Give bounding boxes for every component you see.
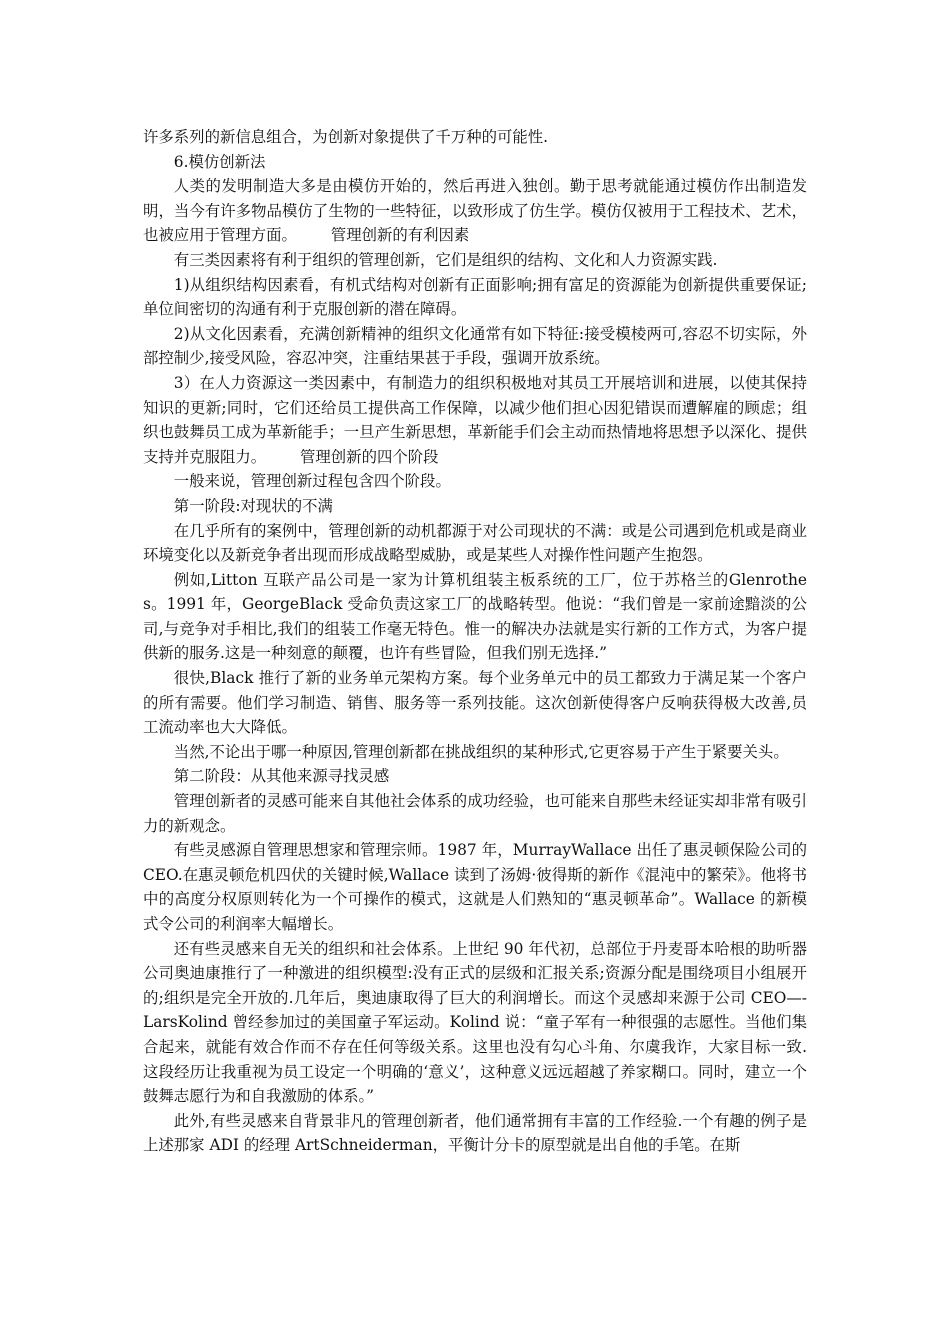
paragraph-16: 有些灵感源自管理思想家和管理宗师。1987 年，MurrayWallace 出任了惠灵顿保险公司的 CEO.在惠灵顿危机四伏的关键时候,Wallace 读到了汤姆·彼得斯的新作《混沌中的繁荣》。他将书中的高度分权原则转化为一个可操作的模式，这就是人们熟知的“惠灵顿革命”。Wallace 的新模式令公司的利润率大幅增长。 bbox=[143, 841, 807, 933]
section-heading-imitation-method: 6.模仿创新法 bbox=[173, 152, 266, 171]
paragraph-7-text: 3）在人力资源这一类因素中，有制造力的组织积极地对其员工开展培训和进展，以使其保持知识的更新;同时，它们还给员工提供高工作保障，以减少他们担心因犯错误而遭解雇的顾虑；组织也鼓舞员工成为革新能手；一旦产生新思想，革新能手们会主动而热情地将思想予以深化、提供支持并克服阻力。 bbox=[143, 373, 807, 466]
section-heading-favorable-factors: 管理创新的有利因素 bbox=[330, 226, 470, 245]
paragraph-10: 在几乎所有的案例中，管理创新的动机都源于对公司现状的不满：或是公司遇到危机或是商业环境变化以及新竞争者出现而形成战略型威胁，或是某些人对操作性问题产生抱怨。 bbox=[143, 521, 807, 565]
stage-heading-2: 第二阶段：从其他来源寻找灵感 bbox=[173, 767, 390, 786]
paragraph-8: 一般来说，管理创新过程包含四个阶段。 bbox=[173, 472, 451, 491]
paragraph-13: 当然,不论出于哪一种原因,管理创新都在挑战组织的某种形式,它更容易于产生于紧要关头。 bbox=[173, 742, 789, 761]
paragraph-3 bbox=[143, 174, 807, 248]
paragraph-12: 很快,Black 推行了新的业务单元架构方案。每个业务单元中的员工都致力于满足某一个客户的所有需要。他们学习制造、销售、服务等一系列技能。这次创新使得客户反响获得极大改善,员工流动率也大大降低。 bbox=[143, 669, 807, 737]
stage-heading-1: 第一阶段:对现状的不满 bbox=[173, 496, 333, 515]
paragraph-17: 还有些灵感来自无关的组织和社会体系。上世纪 90 年代初，总部位于丹麦哥本哈根的助听器公司奥迪康推行了一种激进的组织模型:没有正式的层级和汇报关系;资源分配是围绕项目小组展开的;组织是完全开放的.几年后，奥迪康取得了巨大的利润增长。而这个灵感却来源于公司 CEO—-LarsKolind 曾经参加过的美国童子军运动。Kolind 说：“童子军有一种很强的志愿性。当他们集合起来，就能有效合作而不存在任何等级关系。这里也没有勾心斗角、尔虞我诈，大家目标一致.这段经历让我重视为员工设定一个明确的‘意义’，这种意义远远超越了养家糊口。同时，建立一个鼓舞志愿行为和自我激励的体系。” bbox=[143, 939, 807, 1106]
paragraph-3-text: 人类的发明制造大多是由模仿开始的，然后再进入独创。勤于思考就能通过模仿作出制造发明，当今有许多物品模仿了生物的一些特征，以致形成了仿生学。模仿仅被用于工程技术、艺术，也被应用于管理方面。 bbox=[143, 177, 807, 245]
document-page bbox=[143, 125, 807, 1158]
paragraph-5: 1)从组织结构因素看，有机式结构对创新有正面影响;拥有富足的资源能为创新提供重要保证;单位间密切的沟通有利于克服创新的潜在障碍。 bbox=[143, 275, 807, 319]
paragraph-4: 有三类因素将有利于组织的管理创新，它们是组织的结构、文化和人力资源实践. bbox=[173, 250, 718, 269]
paragraph-15: 管理创新者的灵感可能来自其他社会体系的成功经验，也可能来自那些未经证实却非常有吸引力的新观念。 bbox=[143, 792, 807, 835]
paragraph-11: 例如,Litton 互联产品公司是一家为计算机组装主板系统的工厂，位于苏格兰的Glenrothes。1991 年，GeorgeBlack 受命负责这家工厂的战略转型。他说：“我们曾是一家前途黯淡的公司,与竞争对手相比,我们的组装工作毫无特色。惟一的解决办法就是实行新的工作方式，为客户提供新的服务.这是一种刻意的颠覆，也许有些冒险，但我们别无选择.” bbox=[143, 570, 807, 663]
paragraph-18: 此外,有些灵感来自背景非凡的管理创新者，他们通常拥有丰富的工作经验.一个有趣的例子是上述那家 ADI 的经理 ArtSchneiderman，平衡计分卡的原型就是出自他的手笔。在斯 bbox=[143, 1111, 807, 1155]
paragraph-1: 许多系列的新信息组合，为创新对象提供了千万种的可能性. bbox=[143, 128, 549, 146]
section-heading-four-stages: 管理创新的四个阶段 bbox=[300, 447, 439, 466]
paragraph-7 bbox=[143, 371, 807, 469]
paragraph-6: 2)从文化因素看，充满创新精神的组织文化通常有如下特征:接受模棱两可,容忍不切实际，外部控制少,接受风险，容忍冲突，注重结果甚于手段，强调开放系统。 bbox=[143, 324, 807, 368]
